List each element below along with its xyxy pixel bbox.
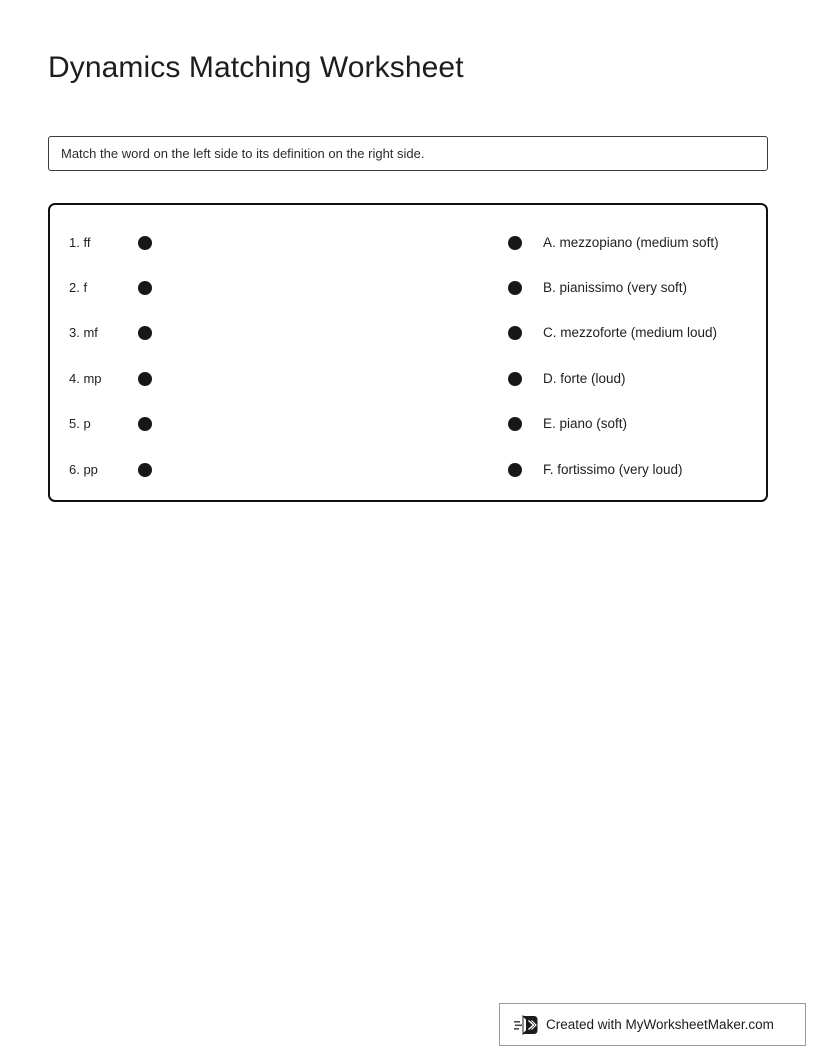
match-left-item-2[interactable] [50,277,350,299]
instructions-text: Match the word on the left side to its definition on the right side. [61,146,425,161]
match-left-dot[interactable] [138,372,152,386]
match-right-dot[interactable] [508,417,522,431]
match-left-item-5[interactable] [50,413,350,435]
match-right-label: A. mezzopiano (medium soft) [543,235,719,250]
match-left-label: 5. p [69,416,91,431]
match-right-label: D. forte (loud) [543,371,626,386]
match-right-label: E. piano (soft) [543,416,628,431]
match-left-dot[interactable] [138,326,152,340]
match-right-label: B. pianissimo (very soft) [543,280,688,295]
match-left-item-6[interactable] [50,459,350,481]
match-left-item-4[interactable] [50,368,350,390]
table-row [50,322,766,344]
match-right-item-f[interactable] [490,459,766,481]
table-row [50,413,766,435]
page-title: Dynamics Matching Worksheet [48,51,464,84]
instructions-box [48,136,768,171]
match-left-label: 2. f [69,280,88,295]
match-left-dot[interactable] [138,463,152,477]
match-left-item-1[interactable] [50,232,350,254]
match-left-dot[interactable] [138,417,152,431]
match-left-label: 6. pp [69,462,98,477]
match-left-dot[interactable] [138,236,152,250]
match-right-dot[interactable] [508,463,522,477]
match-right-item-a[interactable] [490,232,766,254]
worksheet-maker-badge[interactable] [499,1003,806,1046]
match-right-label: F. fortissimo (very loud) [543,462,683,477]
match-right-label: C. mezzoforte (medium loud) [543,325,718,340]
match-left-label: 4. mp [69,371,102,386]
table-row [50,277,766,299]
match-left-label: 1. ff [69,235,91,250]
match-left-label: 3. mf [69,325,98,340]
match-right-dot[interactable] [508,326,522,340]
worksheet-maker-badge-text: Created with MyWorksheetMaker.com [546,1016,774,1032]
match-right-dot[interactable] [508,372,522,386]
match-left-dot[interactable] [138,281,152,295]
match-left-item-3[interactable] [50,322,350,344]
matching-panel [48,203,768,502]
match-right-item-e[interactable] [490,413,766,435]
table-row [50,459,766,481]
match-right-item-b[interactable] [490,277,766,299]
table-row [50,232,766,254]
match-right-dot[interactable] [508,281,522,295]
table-row [50,368,766,390]
match-right-item-c[interactable] [490,322,766,344]
match-right-item-d[interactable] [490,368,766,390]
match-right-dot[interactable] [508,236,522,250]
worksheet-maker-logo-icon [514,1013,540,1037]
